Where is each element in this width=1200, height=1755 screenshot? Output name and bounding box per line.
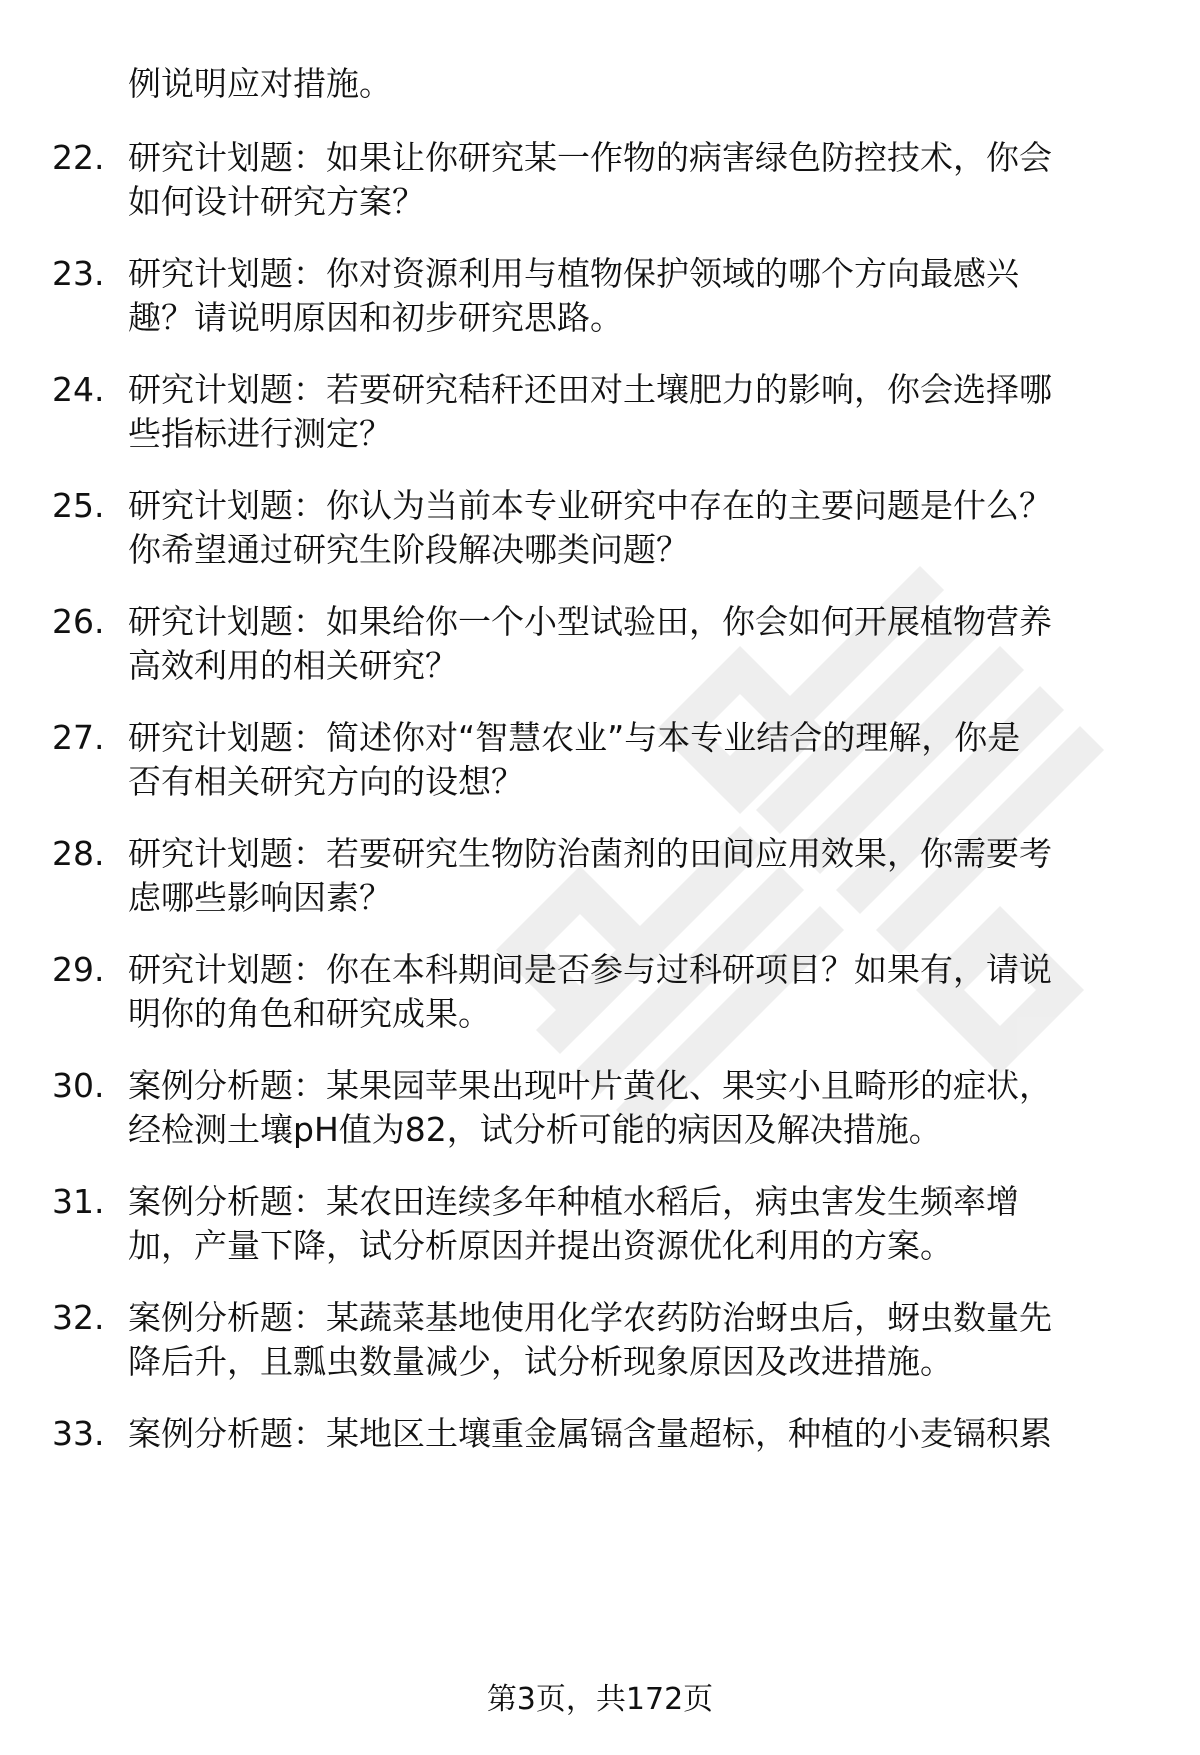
item-text — [128, 136, 1138, 224]
item-number: 22. — [52, 138, 105, 177]
item-number: 25. — [52, 486, 105, 525]
item-line: 经检测土壤pH值为82，试分析可能的病因及解决措施。 — [128, 1110, 942, 1149]
continuation-line: 例说明应对措施。 — [128, 64, 392, 103]
item-line: 些指标进行测定？ — [128, 414, 392, 453]
page-footer: 第3页，共172页 — [486, 1682, 714, 1717]
item-line: 案例分析题：某地区土壤重金属镉含量超标，种植的小麦镉积累 — [128, 1414, 1052, 1453]
item-number: 30. — [52, 1066, 105, 1105]
item-line: 趣？请说明原因和初步研究思路。 — [128, 298, 623, 337]
item-number: 26. — [52, 602, 105, 641]
item-line: 案例分析题：某蔬菜基地使用化学农药防治蚜虫后，蚜虫数量先 — [128, 1298, 1052, 1337]
item-line: 案例分析题：某农田连续多年种植水稻后，病虫害发生频率增 — [128, 1182, 1019, 1221]
item-line: 你希望通过研究生阶段解决哪类问题？ — [128, 530, 689, 569]
item-line: 如何设计研究方案？ — [128, 182, 425, 221]
item-text — [128, 484, 1138, 572]
item-text — [128, 832, 1138, 920]
item-line: 研究计划题：若要研究秸秆还田对土壤肥力的影响，你会选择哪 — [128, 370, 1052, 409]
item-number: 29. — [52, 950, 105, 989]
item-line: 明你的角色和研究成果。 — [128, 994, 491, 1033]
item-text — [128, 252, 1138, 340]
item-text — [128, 948, 1138, 1036]
item-line: 降后升，且瓢虫数量减少，试分析现象原因及改进措施。 — [128, 1342, 953, 1381]
item-text — [128, 1296, 1138, 1384]
item-line: 案例分析题：某果园苹果出现叶片黄化、果实小且畸形的症状， — [128, 1066, 1052, 1105]
item-line: 研究计划题：你在本科期间是否参与过科研项目？如果有，请说 — [128, 950, 1052, 989]
item-number: 33. — [52, 1414, 105, 1453]
item-number: 23. — [52, 254, 105, 293]
item-number: 31. — [52, 1182, 105, 1221]
item-number: 24. — [52, 370, 105, 409]
item-line: 研究计划题：如果给你一个小型试验田，你会如何开展植物营养 — [128, 602, 1052, 641]
item-text — [128, 1064, 1138, 1152]
item-number: 28. — [52, 834, 105, 873]
item-line: 否有相关研究方向的设想？ — [128, 762, 524, 801]
item-line: 研究计划题：你对资源利用与植物保护领域的哪个方向最感兴 — [128, 254, 1019, 293]
item-line: 高效利用的相关研究？ — [128, 646, 458, 685]
item-text — [128, 600, 1138, 688]
item-line: 研究计划题：你认为当前本专业研究中存在的主要问题是什么？ — [128, 486, 1052, 525]
item-line: 虑哪些影响因素？ — [128, 878, 392, 917]
item-text — [128, 368, 1138, 456]
item-line: 研究计划题：若要研究生物防治菌剂的田间应用效果，你需要考 — [128, 834, 1052, 873]
item-number: 27. — [52, 718, 105, 757]
item-line: 研究计划题：简述你对“智慧农业”与本专业结合的理解，你是 — [128, 718, 1021, 757]
item-number: 32. — [52, 1298, 105, 1337]
item-line: 研究计划题：如果让你研究某一作物的病害绿色防控技术，你会 — [128, 138, 1052, 177]
item-text — [128, 1180, 1138, 1268]
item-text — [128, 716, 1138, 804]
item-text — [128, 1412, 1138, 1456]
item-line: 加，产量下降，试分析原因并提出资源优化利用的方案。 — [128, 1226, 953, 1265]
